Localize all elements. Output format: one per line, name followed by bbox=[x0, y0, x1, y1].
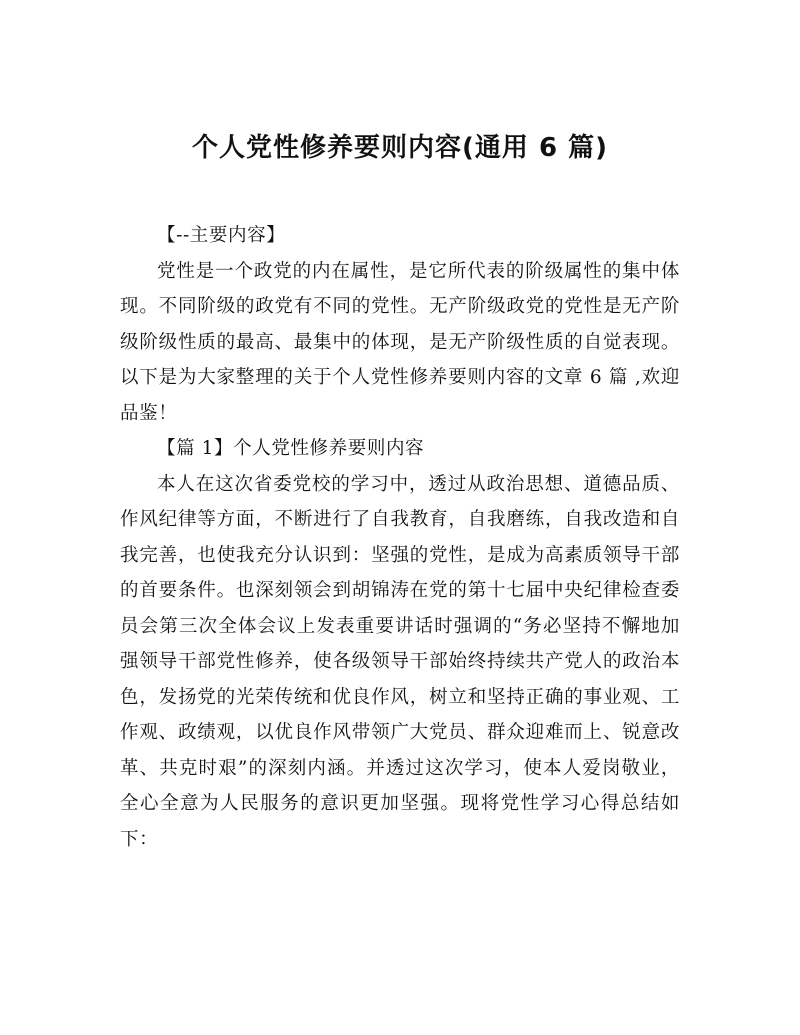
document-title: 个人党性修养要则内容(通用 6 篇) bbox=[192, 133, 608, 163]
section-heading: 【篇 1】个人党性修养要则内容 bbox=[157, 438, 425, 459]
section-paragraph: 本人在这次省委党校的学习中，透过从政治思想、道德品质、作风纪律等方面，不断进行了自我教育，自我磨练，自我改造和自我完善，也使我充分认识到：坚强的党性，是成为高素质领导干部的首要条件。也深刻领会到胡锦涛在党的第十七届中央纪律检查委员会第三次全体会议上发表重要讲话时强调的“务必坚持不懈地加强领导干部党性修养，使各级领导干部始终持续共产党人的政治本色，发扬党的光荣传统和优良作风，树立和坚持正确的事业观、工作观、政绩观，以优良作风带领广大党员、群众迎难而上、锐意改革、共克时艰”的深刻内涵。并透过这次学习，使本人爱岗敬业，全心全意为人民服务的意识更加坚强。现将党性学习心得总结如下： bbox=[120, 473, 680, 850]
summary-label: 【--主要内容】 bbox=[157, 225, 286, 246]
document-body bbox=[120, 218, 680, 857]
intro-paragraph: 党性是一个政党的内在属性，是它所代表的阶级属性的集中体现。不同阶级的政党有不同的党性。无产阶级政党的党性是无产阶级阶级性质的最高、最集中的体现，是无产阶级性质的自觉表现。 以下是为大家整理的关于个人党性修养要则内容的文章 6 篇 ,欢迎品鉴！ bbox=[120, 260, 680, 424]
